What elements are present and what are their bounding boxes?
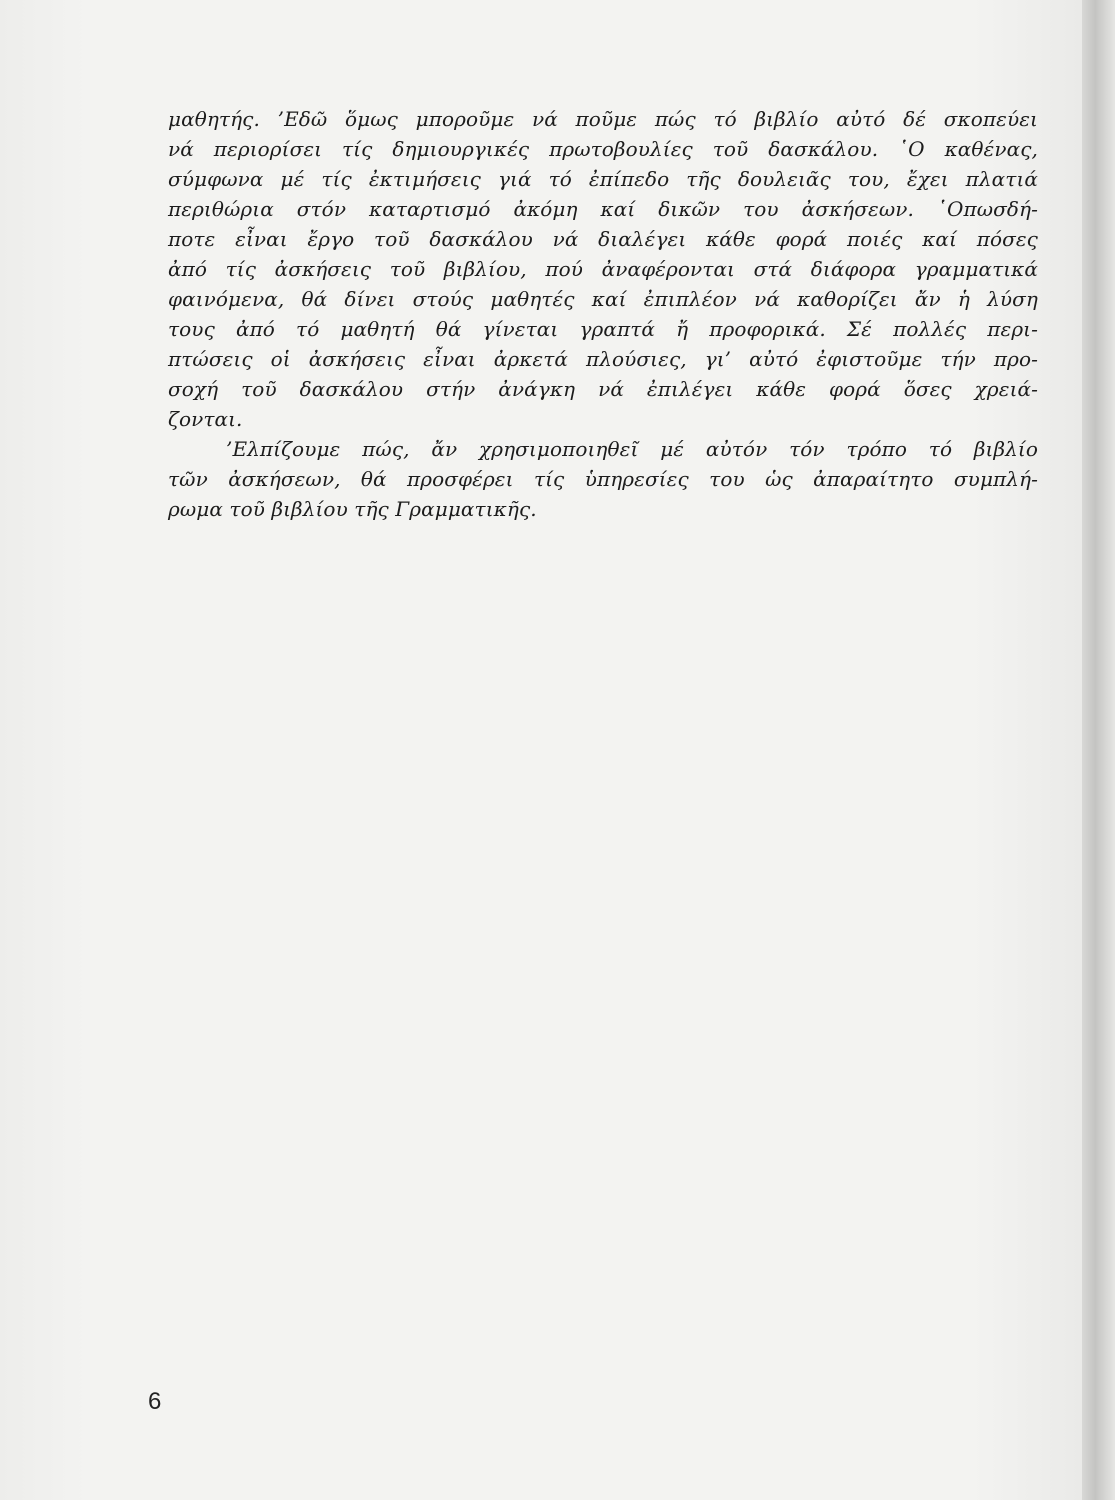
text-line: περιθώρια στόν καταρτισμό ἀκόμη καί δικῶν του ἀσκήσεων. ῾Οπωσδή- [168, 197, 1038, 221]
text-line: πτώσεις οἱ ἀσκήσεις εἶναι ἀρκετά πλούσιες, γι’ αὐτό ἐφιστοῦμε τήν προ- [168, 347, 1038, 371]
text-line: μαθητής. ’Εδῶ ὅμως μποροῦμε νά ποῦμε πώς τό βιβλίο αὐτό δέ σκοπεύει [168, 107, 1038, 131]
text-line: τῶν ἀσκήσεων, θά προσφέρει τίς ὑπηρεσίες του ὡς ἀπαραίτητο συμπλή- [168, 467, 1038, 491]
text-line: ποτε εἶναι ἔργο τοῦ δασκάλου νά διαλέγει κάθε φορά ποιές καί πόσες [168, 227, 1038, 251]
text-line: ρωμα τοῦ βιβλίου τῆς Γραμματικῆς. [168, 497, 537, 521]
page-number: 6 [148, 1388, 162, 1415]
text-line: ζονται. [168, 407, 243, 431]
text-line: ἀπό τίς ἀσκήσεις τοῦ βιβλίου, πού ἀναφέρονται στά διάφορα γραμματικά [168, 257, 1038, 281]
text-line: φαινόμενα, θά δίνει στούς μαθητές καί ἐπιπλέον νά καθορίζει ἄν ἡ λύση [168, 287, 1038, 311]
text-line: νά περιορίσει τίς δημιουργικές πρωτοβουλίες τοῦ δασκάλου. ῾Ο καθένας, [168, 137, 1038, 161]
text-line: σύμφωνα μέ τίς ἐκτιμήσεις γιά τό ἐπίπεδο τῆς δουλειᾶς του, ἔχει πλατιά [168, 167, 1038, 191]
text-line: τους ἀπό τό μαθητή θά γίνεται γραπτά ἤ προφορικά. Σέ πολλές περι- [168, 317, 1038, 341]
body-text [168, 104, 1038, 524]
text-line: ’Ελπίζουμε πώς, ἄν χρησιμοποιηθεῖ μέ αὐτόν τόν τρόπο τό βιβλίο [226, 437, 1038, 461]
spine-shadow [1082, 0, 1115, 1500]
text-line: σοχή τοῦ δασκάλου στήν ἀνάγκη νά ἐπιλέγει κάθε φορά ὅσες χρειά- [168, 377, 1038, 401]
